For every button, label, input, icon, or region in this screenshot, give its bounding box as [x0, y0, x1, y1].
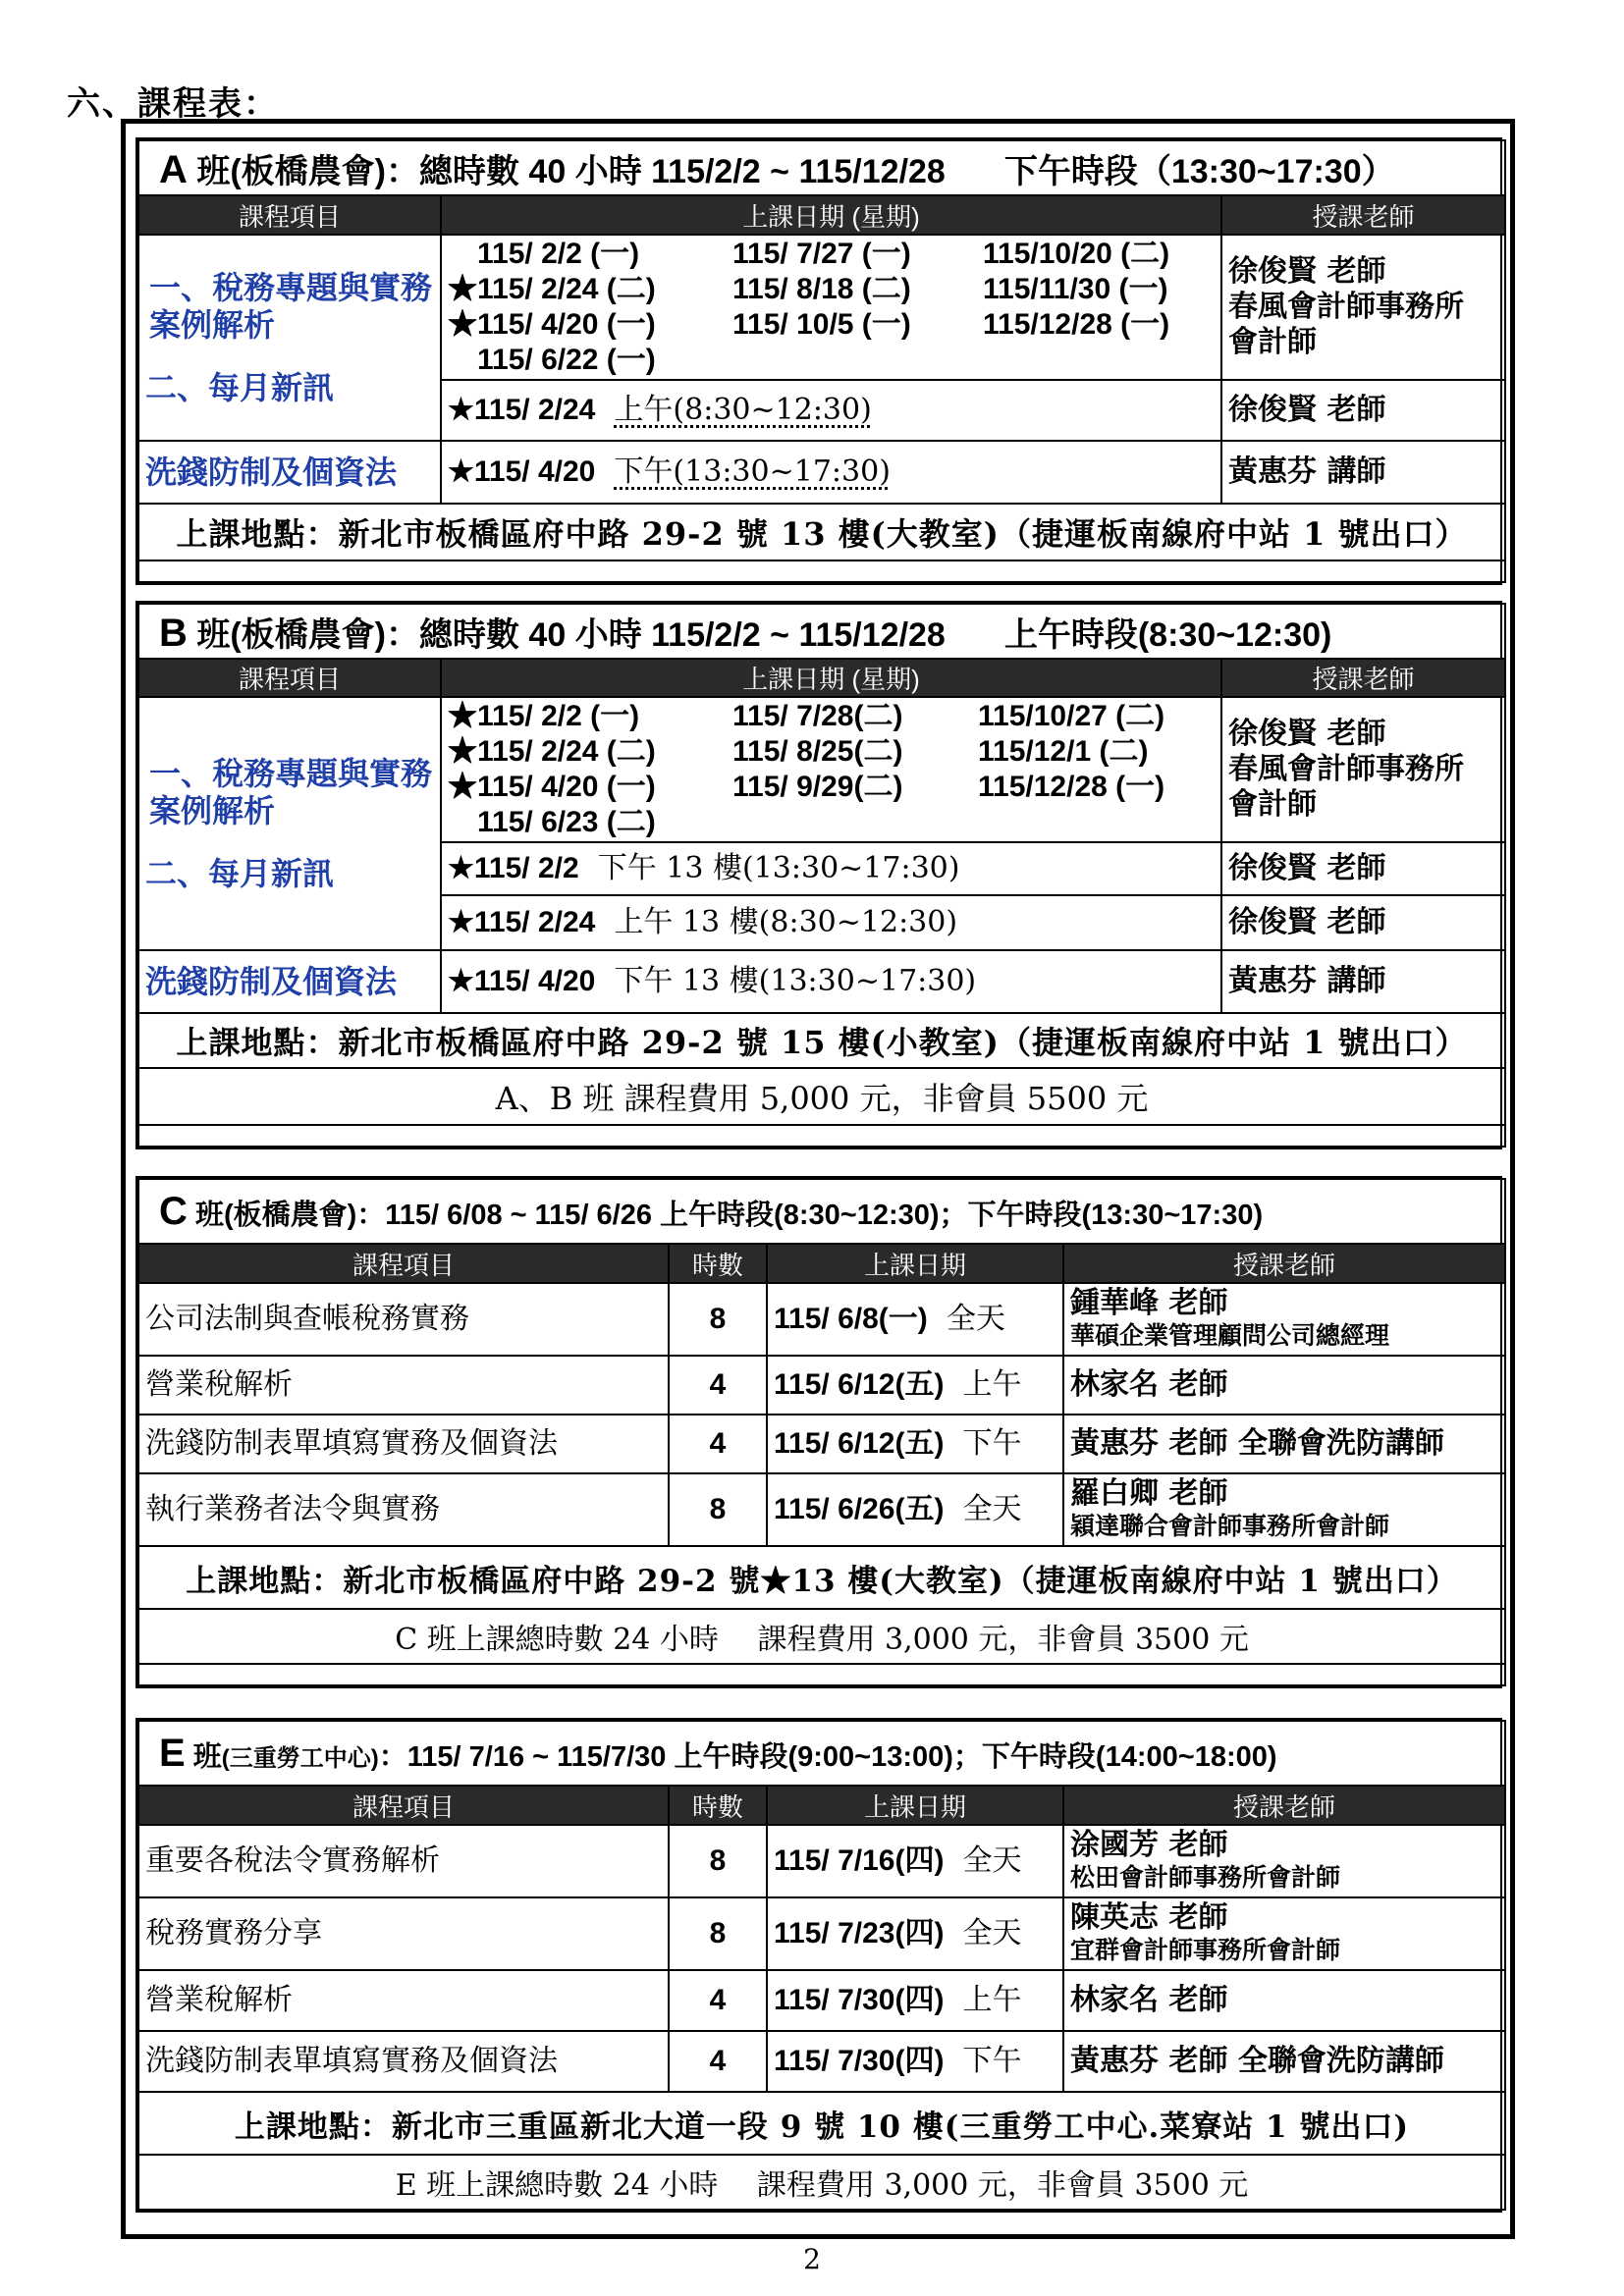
- class-c-location: 上課地點：新北市板橋區府中路 29-2 號★13 樓(大教室)（捷運板南線府中站 1 號出口）: [138, 1546, 1505, 1609]
- class-a-row2-date: ★115/ 2/24 上午(8:30~12:30): [441, 380, 1221, 441]
- class-a-block: [135, 137, 1502, 585]
- header-subject: 課程項目: [138, 195, 441, 235]
- class-c-title: C 班(板橋農會)：115/ 6/08 ~ 115/ 6/26 上午時段(8:30~12:30)；下午時段(13:30~17:30): [138, 1179, 1505, 1244]
- class-b-title: B 班(板橋農會)：總時數 40 小時 115/2/2 ~ 115/12/28 上午時段(8:30~12:30): [138, 604, 1505, 659]
- class-b-row3-teacher: 徐俊賢 老師: [1221, 895, 1505, 950]
- table-row: 公司法制與查帳稅務實務 8 115/ 6/8(一) 全天 鍾華峰 老師 華碩企業管理顧問公司總經理: [138, 1283, 1505, 1356]
- header-date: 上課日期: [767, 1244, 1063, 1283]
- section-title: 六、課程表：: [67, 84, 279, 124]
- class-a-row3-subject: 洗錢防制及個資法: [138, 441, 441, 504]
- class-b-subjects: 一、稅務專題與實務案例解析 二、每月新訊: [138, 697, 441, 950]
- table-row: 執行業務者法令與實務 8 115/ 6/26(五) 全天 羅白卿 老師 穎達聯合會計師事務所會計師: [138, 1473, 1505, 1546]
- class-b-row2-teacher: 徐俊賢 老師: [1221, 842, 1505, 895]
- class-b-location: 上課地點：新北市板橋區府中路 29-2 號 15 樓(小教室)（捷運板南線府中站 1 號出口）: [138, 1013, 1505, 1068]
- class-a-row2-teacher: 徐俊賢 老師: [1221, 380, 1505, 441]
- table-row: 稅務實務分享 8 115/ 7/23(四) 全天 陳英志 老師 宜群會計師事務所會計師: [138, 1897, 1505, 1970]
- class-a-dates: 115/ 2/2 (一) ★115/ 2/24 (二) ★115/ 4/20 (一) 115/ 6/22 (一) 115/ 7/27 (一) 115/ 8/18 (二) 115/ 10/5 (一) 115/10/20 (二) 115/11/30 (一) 115/12/28 (一): [441, 235, 1221, 380]
- class-e-block: [135, 1718, 1502, 2213]
- table-row: 洗錢防制表單填寫實務及個資法 4 115/ 7/30(四) 下午 黃惠芬 老師 全聯會洗防講師: [138, 2031, 1505, 2092]
- class-a-row3-date: ★115/ 4/20 下午(13:30~17:30): [441, 441, 1221, 504]
- header-subject: 課程項目: [138, 1786, 669, 1825]
- class-b-row3-date: ★115/ 2/24 上午 13 樓(8:30~12:30): [441, 895, 1221, 950]
- class-a-title: A 班(板橋農會)：總時數 40 小時 115/2/2 ~ 115/12/28 下午時段（13:30~17:30）: [138, 140, 1505, 195]
- header-subject: 課程項目: [138, 659, 441, 697]
- class-c-block: [135, 1176, 1502, 1688]
- header-dates: 上課日期 (星期): [441, 659, 1221, 697]
- class-b-row4-subject: 洗錢防制及個資法: [138, 950, 441, 1013]
- class-b-teacher: 徐俊賢 老師 春風會計師事務所 會計師: [1221, 697, 1505, 842]
- header-date: 上課日期: [767, 1786, 1063, 1825]
- class-b-row4-teacher: 黃惠芬 講師: [1221, 950, 1505, 1013]
- class-b-block: [135, 601, 1502, 1149]
- schedule-frame: [121, 119, 1515, 2239]
- class-a-subjects: 一、稅務專題與實務案例解析 二、每月新訊: [138, 235, 441, 441]
- header-subject: 課程項目: [138, 1244, 669, 1283]
- class-b-fee: A、B 班 課程費用 5,000 元，非會員 5500 元: [138, 1068, 1505, 1125]
- header-hours: 時數: [669, 1786, 767, 1825]
- class-a-row3-teacher: 黃惠芬 講師: [1221, 441, 1505, 504]
- class-a-location: 上課地點：新北市板橋區府中路 29-2 號 13 樓(大教室)（捷運板南線府中站 1 號出口）: [138, 504, 1505, 561]
- class-b-dates: ★115/ 2/2 (一) ★115/ 2/24 (二) ★115/ 4/20 (一) 115/ 6/23 (二) 115/ 7/28(二) 115/ 8/25(二) 115/ 9/29(二) 115/10/27 (二) 115/12/1 (二) 115/12/28 (一): [441, 697, 1221, 842]
- header-teacher: 授課老師: [1063, 1244, 1505, 1283]
- page-number: 2: [803, 2243, 821, 2275]
- class-e-title: E 班(三重勞工中心)：115/ 7/16 ~ 115/7/30 上午時段(9:00~13:00)；下午時段(14:00~18:00): [138, 1721, 1505, 1786]
- table-row: 洗錢防制表單填寫實務及個資法 4 115/ 6/12(五) 下午 黃惠芬 老師 全聯會洗防講師: [138, 1415, 1505, 1473]
- class-b-row4-date: ★115/ 4/20 下午 13 樓(13:30~17:30): [441, 950, 1221, 1013]
- header-teacher: 授課老師: [1221, 659, 1505, 697]
- class-e-location: 上課地點：新北市三重區新北大道一段 9 號 10 樓(三重勞工中心.菜寮站 1 號出口): [138, 2092, 1505, 2155]
- class-b-row2-date: ★115/ 2/2 下午 13 樓(13:30~17:30): [441, 842, 1221, 895]
- table-row: 營業稅解析 4 115/ 7/30(四) 上午 林家名 老師: [138, 1970, 1505, 2031]
- class-c-fee: C 班上課總時數 24 小時 課程費用 3,000 元，非會員 3500 元: [138, 1609, 1505, 1664]
- header-hours: 時數: [669, 1244, 767, 1283]
- class-e-fee: E 班上課總時數 24 小時 課程費用 3,000 元，非會員 3500 元: [138, 2155, 1505, 2210]
- header-teacher: 授課老師: [1063, 1786, 1505, 1825]
- class-a-teacher: 徐俊賢 老師 春風會計師事務所 會計師: [1221, 235, 1505, 380]
- header-teacher: 授課老師: [1221, 195, 1505, 235]
- table-row: 營業稅解析 4 115/ 6/12(五) 上午 林家名 老師: [138, 1356, 1505, 1415]
- table-row: 重要各稅法令實務解析 8 115/ 7/16(四) 全天 涂國芳 老師 松田會計師事務所會計師: [138, 1825, 1505, 1897]
- header-dates: 上課日期 (星期): [441, 195, 1221, 235]
